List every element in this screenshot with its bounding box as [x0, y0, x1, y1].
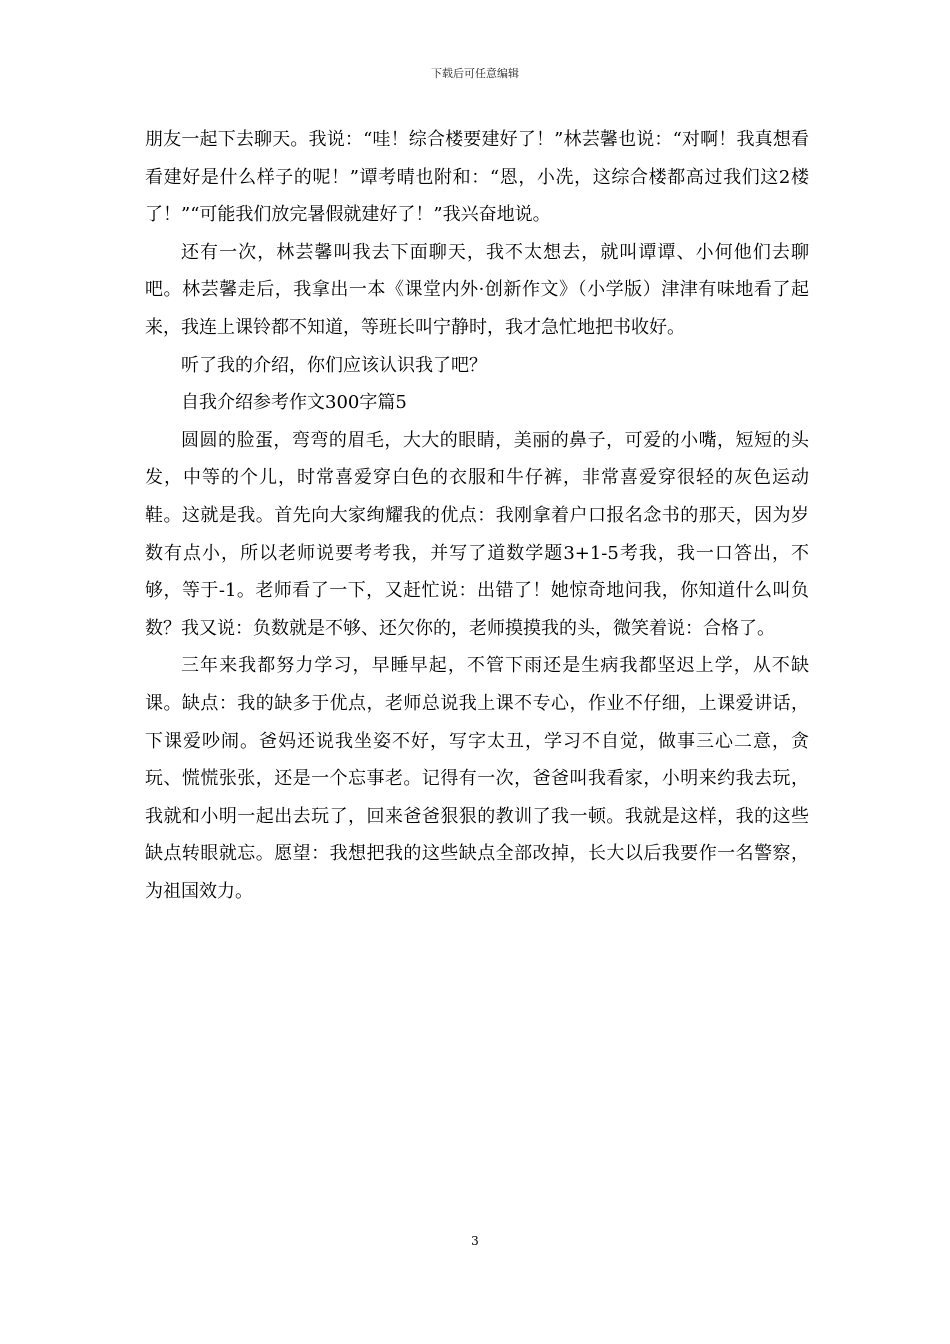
- paragraph-continuation: 朋友一起下去聊天。我说：“哇！综合楼要建好了！”林芸馨也说：“对啊！我真想看看建好是什么样子的呢！”谭考晴也附和：“恩，小冼，这综合楼都高过我们这2楼了！”“可能我们放完暑假就建好了！”我兴奋地说。: [145, 129, 809, 226]
- page-header: 下载后可任意编辑: [431, 67, 519, 80]
- document-body: [145, 121, 809, 910]
- paragraph: 听了我的介绍，你们应该认识我了吧？: [181, 354, 487, 376]
- section-heading: 自我介绍参考作文300字篇5: [181, 392, 407, 414]
- paragraph: 还有一次，林芸馨叫我去下面聊天，我不太想去，就叫谭谭、小何他们去聊吧。林芸馨走后，我拿出一本《课堂内外·创新作文》（小学版）津津有味地看了起来，我连上课铃都不知道，等班长叫宁静时，我才急忙地把书收好。: [145, 241, 809, 338]
- paragraph: 三年来我都努力学习，早睡早起，不管下雨还是生病我都坚迟上学，从不缺课。缺点：我的缺多于优点，老师总说我上课不专心，作业不仔细，上课爱讲话，下课爱吵闹。爸妈还说我坐姿不好，写字太丑，学习不自觉，做事三心二意，贪玩、慌慌张张，还是一个忘事老。记得有一次，爸爸叫我看家，小明来约我去玩，我就和小明一起出去玩了，回来爸爸狠狠的教训了我一顿。我就是这样，我的这些缺点转眼就忘。愿望：我想把我的这些缺点全部改掉，长大以后我要作一名警察，为祖国效力。: [145, 655, 809, 902]
- page-number: 3: [471, 1234, 479, 1248]
- paragraph: 圆圆的脸蛋，弯弯的眉毛，大大的眼睛，美丽的鼻子，可爱的小嘴，短短的头发，中等的个儿，时常喜爱穿白色的衣服和牛仔裤，非常喜爱穿很轻的灰色运动鞋。这就是我。首先向大家绚耀我的优点：我刚拿着户口报名念书的那天，因为岁数有点小，所以老师说要考考我，并写了道数学题3+1-5考我，我一口答出，不够，等于-1。老师看了一下，又赶忙说：出错了！她惊奇地问我，你知道什么叫负数？我又说：负数就是不够、还欠你的，老师摸摸我的头，微笑着说：合格了。: [145, 429, 809, 639]
